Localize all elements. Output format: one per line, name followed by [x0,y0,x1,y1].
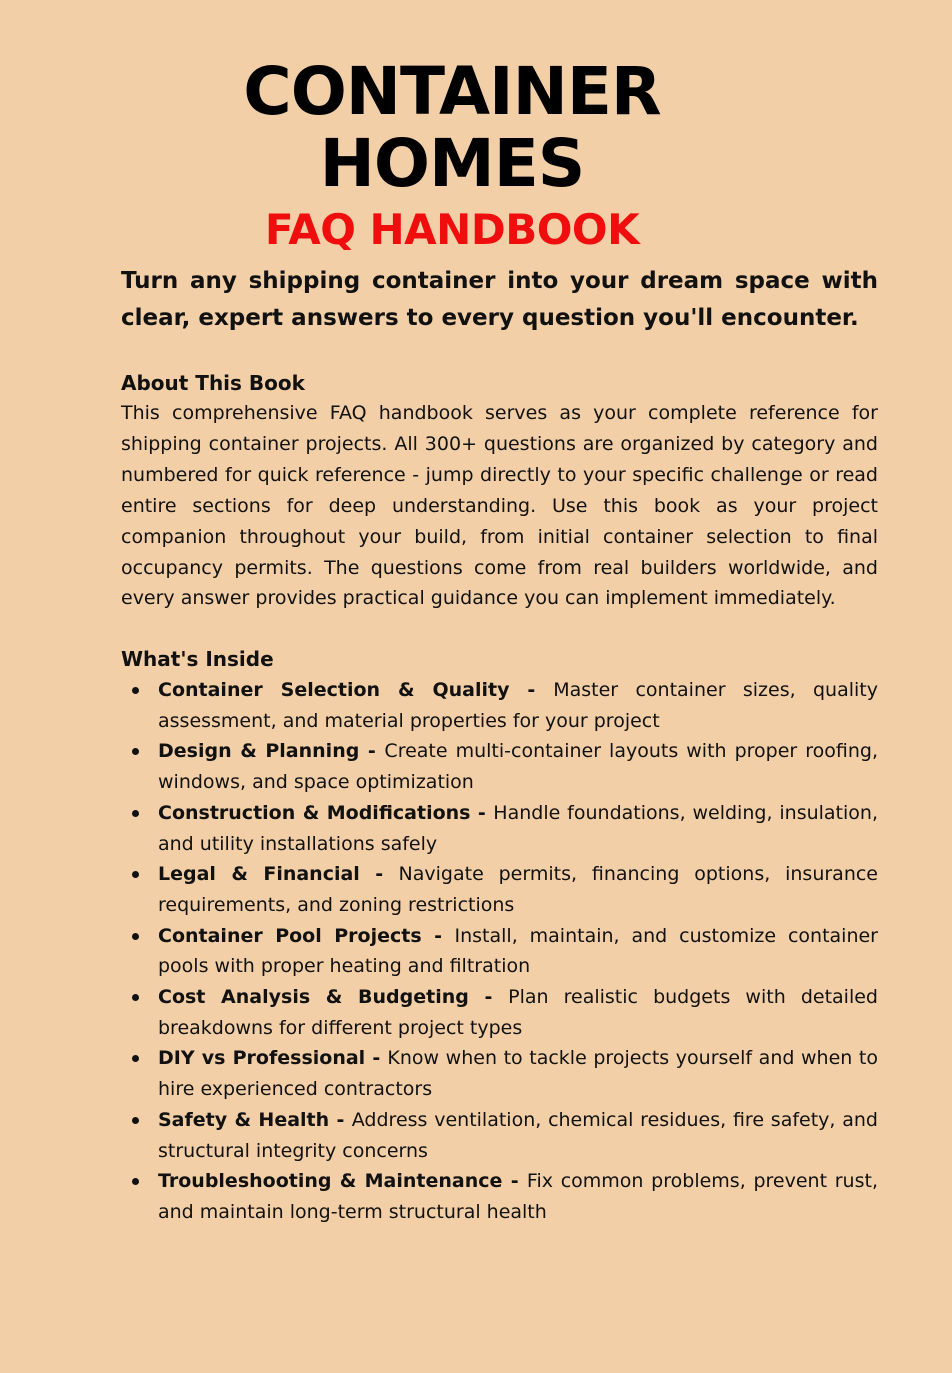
feature-description: Fix common problems, prevent rust, and maintain long-term structural health [158,1170,878,1223]
bullet-dot [132,994,139,1001]
feature-description: Navigate permits, financing options, insurance requirements, and zoning restrictions [158,863,878,916]
feature-item-design-planning [121,736,878,797]
bullet-dot [132,748,139,755]
tagline: Turn any shipping container into your dream space with clear, expert answers to every question you'll encounter. [121,268,878,331]
feature-item-construction [121,798,878,859]
feature-list [121,675,878,1228]
subtitle: FAQ HANDBOOK [264,205,640,254]
feature-item-safety-health [121,1105,878,1166]
about-heading: About This Book [121,371,305,395]
feature-description: Plan realistic budgets with detailed breakdowns for different project types [158,986,878,1039]
title-line-1: CONTAINER [243,53,661,130]
feature-description: Master container sizes, quality assessment, and material properties for your project [158,679,878,732]
feature-description: Create multi-container layouts with proper roofing, windows, and space optimization [158,740,878,794]
feature-title: Legal & Financial - [158,863,399,886]
feature-title: Troubleshooting & Maintenance - [158,1170,527,1193]
feature-title: DIY vs Professional - [158,1047,388,1070]
feature-title: Construction & Modifications - [158,801,494,824]
about-paragraph: This comprehensive FAQ handbook serves as your complete reference for shipping container projects. All 300+ questions are organized by category and numbered for quick reference - jump directly to your specific challenge or read entire sections for deep understanding. Use this book as your project companion throughout your build, from initial container selection to final occupancy permits. The questions come from real builders worldwide, and every answer provides practical guidance you can implement immediately. [121,402,878,610]
bullet-dot [132,687,139,694]
bullet-dot [132,933,139,940]
bullet-dot [132,1055,139,1062]
feature-title: Design & Planning - [158,740,385,763]
whats-inside-heading: What's Inside [121,647,274,671]
feature-description: Handle foundations, welding, insulation, and utility installations safely [158,801,878,855]
feature-description: Address ventilation, chemical residues, fire safety, and structural integrity concerns [158,1108,878,1162]
feature-item-container-selection [121,675,878,736]
bullet-dot [132,871,139,878]
feature-title: Safety & Health - [158,1108,352,1131]
feature-description: Install, maintain, and customize container pools with proper heating and filtration [158,924,878,978]
title-line-2: HOMES [319,125,585,202]
feature-description: Know when to tackle projects yourself and when to hire experienced contractors [158,1047,879,1101]
feature-title: Container Pool Projects - [158,924,455,947]
bullet-dot [132,1178,139,1185]
bullet-dot [132,1117,139,1124]
feature-title: Cost Analysis & Budgeting - [158,986,509,1009]
feature-item-cost-analysis [121,982,878,1043]
bullet-dot [132,810,139,817]
feature-item-diy-vs-professional [121,1043,878,1104]
feature-item-pool-projects [121,921,878,982]
title-block [0,53,904,258]
feature-item-troubleshooting [121,1166,878,1227]
feature-title: Container Selection & Quality - [158,679,554,701]
feature-item-legal-financial [121,859,878,920]
